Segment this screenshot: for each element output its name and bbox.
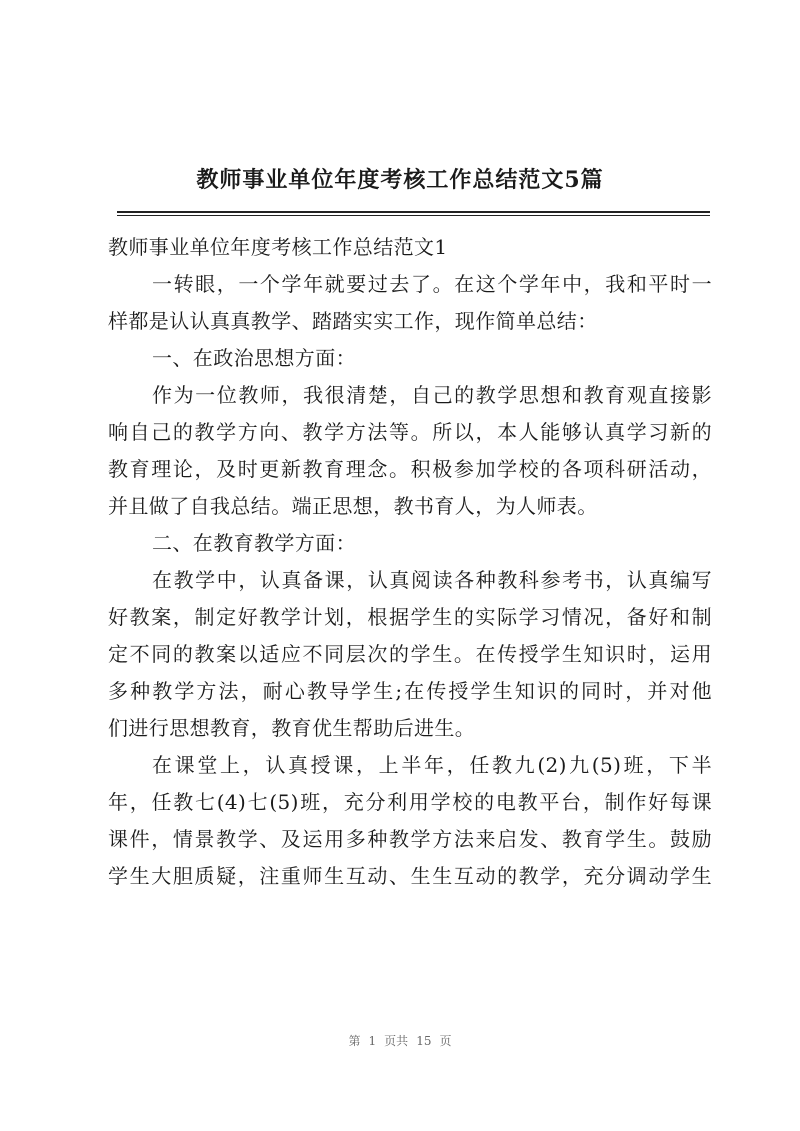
text-line: 学生大胆质疑，注重师生互动、生生互动的教学，充分调动学生 xyxy=(108,864,712,888)
footer-suffix: 页 xyxy=(439,1034,452,1048)
title-rule-thin xyxy=(117,215,710,216)
text-line: 们进行思想教育，教育优生帮助后进生。 xyxy=(108,716,476,740)
text-line: 定不同的教案以适应不同层次的学生。在传授学生知识时，运用 xyxy=(108,642,712,666)
footer-page-number: 1 xyxy=(368,1034,377,1048)
text-line: 作为一位教师，我很清楚，自己的教学思想和教育观直接影 xyxy=(152,383,712,407)
text-line: 教师事业单位年度考核工作总结范文1 xyxy=(108,235,448,259)
footer-middle: 页共 xyxy=(384,1034,409,1048)
text-line: 一转眼，一个学年就要过去了。在这个学年中，我和平时一 xyxy=(152,272,712,296)
text-line: 好教案，制定好教学计划，根据学生的实际学习情况，备好和制 xyxy=(108,605,712,629)
text-line: 并且做了自我总结。端正思想，教书育人，为人师表。 xyxy=(108,494,598,518)
text-line: 二、在教育教学方面： xyxy=(152,531,356,555)
text-line: 在课堂上，认真授课，上半年，任教九(2)九(5)班，下半 xyxy=(152,753,712,777)
text-line: 一、在政治思想方面： xyxy=(152,346,356,370)
footer-total-pages: 15 xyxy=(416,1034,432,1048)
text-line: 课件，情景教学、及运用多种教学方法来启发、教育学生。鼓励 xyxy=(108,827,712,851)
text-line: 教育理论，及时更新教育理念。积极参加学校的各项科研活动， xyxy=(108,457,712,481)
text-line: 响自己的教学方向、教学方法等。所以，本人能够认真学习新的 xyxy=(108,420,712,444)
text-line: 在教学中，认真备课，认真阅读各种教科参考书，认真编写 xyxy=(152,568,712,592)
document-body xyxy=(108,229,712,895)
text-line: 多种教学方法，耐心教导学生;在传授学生知识的同时，并对他 xyxy=(108,679,712,703)
text-line: 年，任教七(4)七(5)班，充分利用学校的电教平台，制作好每课 xyxy=(108,790,712,814)
document-title: 教师事业单位年度考核工作总结范文5篇 xyxy=(196,167,604,193)
text-line: 样都是认认真真教学、踏踏实实工作，现作简单总结： xyxy=(108,309,598,333)
page-footer xyxy=(0,1032,800,1049)
footer-prefix: 第 xyxy=(348,1034,361,1048)
title-rule-thick xyxy=(117,211,710,213)
